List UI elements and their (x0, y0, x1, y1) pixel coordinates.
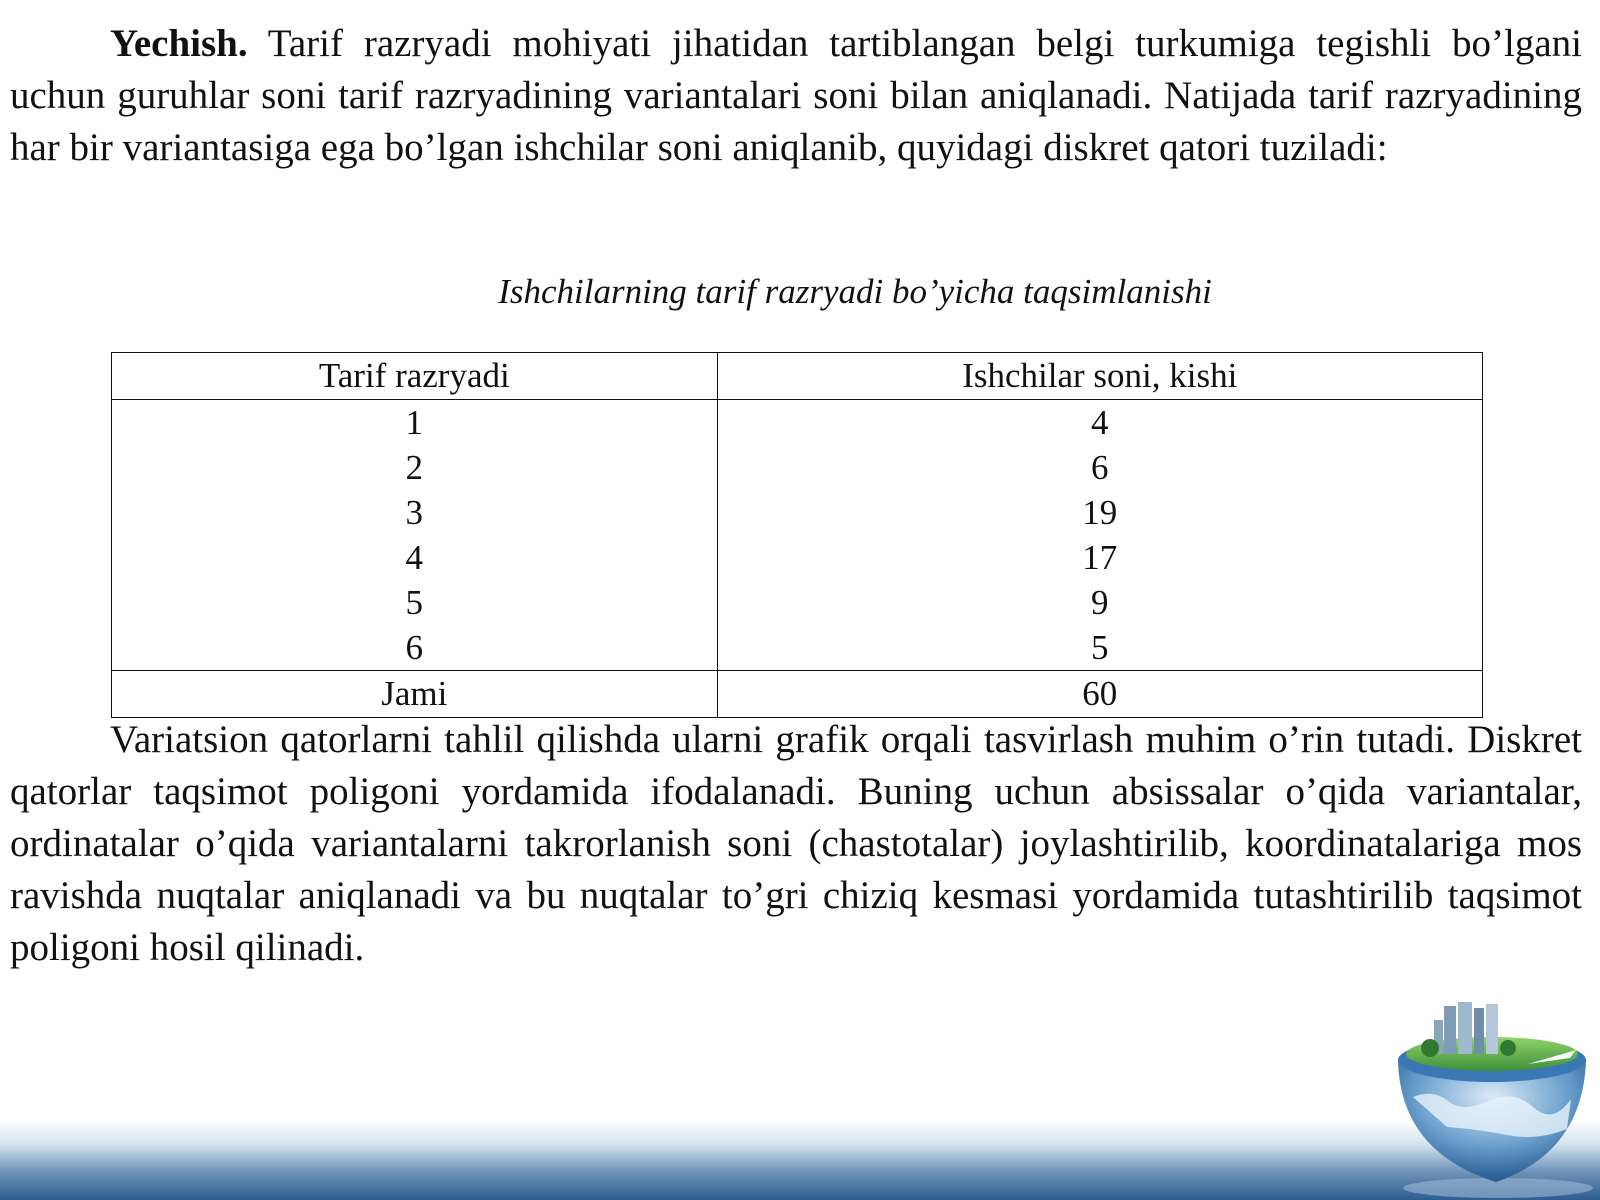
total-label: Jami (112, 671, 718, 718)
cell-razryad: 6 (112, 625, 718, 671)
intro-lead: Yechish. (110, 22, 248, 65)
cell-ishchilar: 4 (717, 400, 1482, 446)
cell-razryad: 3 (112, 490, 718, 535)
table-caption: Ishchilarning tarif razryadi bo’yicha taqsimlanishi (498, 272, 1212, 311)
conclusion-text: Variatsion qatorlarni tahlil qilishda ularni grafik orqali tasvirlash muhim o’rin tutadi. Diskret qatorlar taqsimot poligoni yordamida ifodalanadi. Buning uchun absissalar o’qida variantalar, ordinatalar o’qida variantalarni takrorlanish soni (chastotalar) joylashtirilib, koordinatalariga mos ravishda nuqtalar aniqlanadi va bu nuqtalar to’gri chiziq kesmasi yordamida tutashtirilib taqsimot poligoni hosil qilinadi. (10, 718, 1582, 969)
conclusion-paragraph (10, 714, 1582, 974)
table-row (112, 625, 1483, 671)
cell-razryad: 5 (112, 580, 718, 625)
header-tarif-razryadi: Tarif razryadi (112, 353, 718, 400)
distribution-table (111, 352, 1483, 718)
cell-ishchilar: 19 (717, 490, 1482, 535)
cell-razryad: 2 (112, 445, 718, 490)
cell-ishchilar: 9 (717, 580, 1482, 625)
table-row (112, 535, 1483, 580)
footer-band (0, 1120, 1600, 1200)
cell-ishchilar: 6 (717, 445, 1482, 490)
cell-ishchilar: 17 (717, 535, 1482, 580)
intro-text: Tarif razryadi mohiyati jihatidan tartiblangan belgi turkumiga tegishli bo’lgani uchun guruhlar soni tarif razryadining variantalari soni bilan aniqlanadi. Natijada tarif razryadining har bir variantasiga ega bo’lgan ishchilar soni aniqlanib, quyidagi diskret qatori tuziladi: (10, 22, 1582, 169)
table-row (112, 445, 1483, 490)
table-row (112, 490, 1483, 535)
table-row (112, 400, 1483, 446)
table-row (112, 580, 1483, 625)
cell-razryad: 1 (112, 400, 718, 446)
intro-paragraph (10, 18, 1582, 174)
globe-city-bowl-icon (1378, 1002, 1600, 1200)
header-ishchilar-soni: Ishchilar soni, kishi (717, 353, 1482, 400)
total-value: 60 (717, 671, 1482, 718)
cell-ishchilar: 5 (717, 625, 1482, 671)
table-total-row (112, 671, 1483, 718)
cell-razryad: 4 (112, 535, 718, 580)
table-header-row (112, 353, 1483, 400)
